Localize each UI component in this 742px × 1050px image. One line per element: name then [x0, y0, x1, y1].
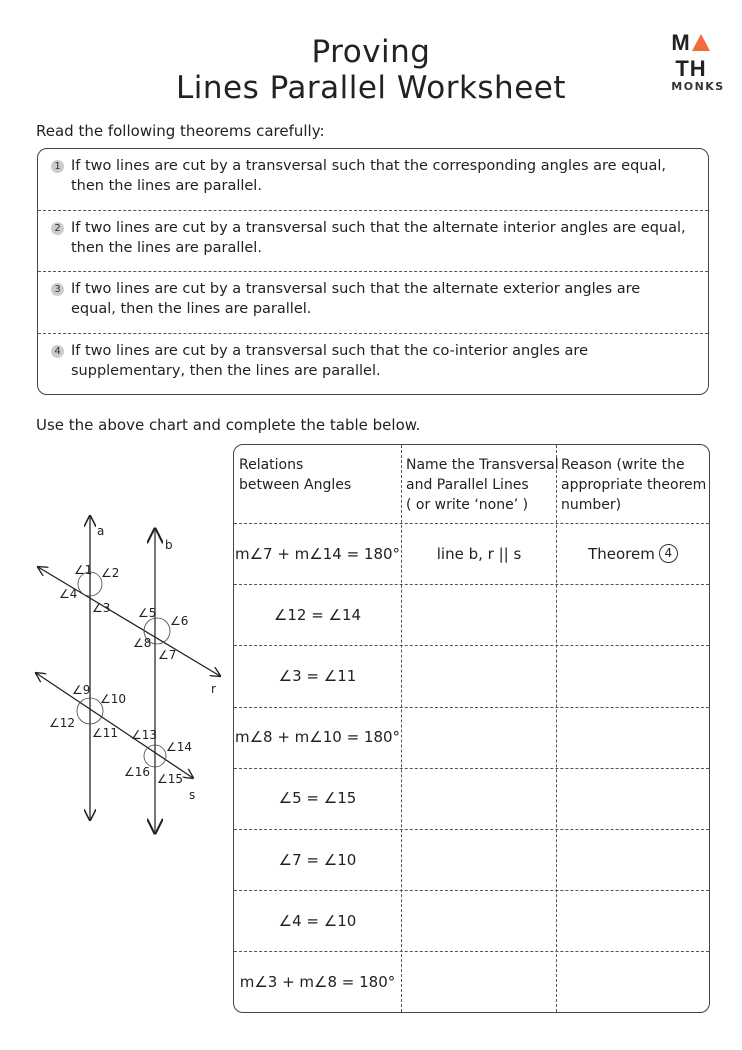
theorem-text: If two lines are cut by a transversal such that the alternate exterior angles are equal, then the lines are parallel.: [71, 281, 641, 317]
theorem-3: [38, 271, 708, 333]
relation-cell-text: ∠3 = ∠11: [278, 666, 357, 685]
transversal-answer-cell-text: line b, r || s: [436, 544, 522, 563]
reason-answer-cell[interactable]: [557, 768, 709, 829]
label-line-a: a: [97, 524, 105, 538]
angle-label: ∠4: [59, 587, 78, 601]
angle-label: ∠6: [170, 614, 189, 628]
parallel-lines-diagram: [0, 500, 232, 840]
math-monks-logo: MTH MONKS: [671, 30, 725, 93]
angle-label: ∠2: [101, 566, 120, 580]
angle-label: ∠11: [92, 726, 119, 740]
theorem-number: 1: [51, 160, 64, 173]
answer-table: [233, 444, 710, 1013]
relation-cell-text: ∠7 = ∠10: [278, 850, 357, 869]
relation-cell-text: ∠5 = ∠15: [278, 789, 357, 808]
transversal-answer-cell[interactable]: [402, 645, 556, 706]
transversal-answer-cell[interactable]: [402, 523, 556, 584]
theorem-number: 3: [51, 283, 64, 296]
relation-cell-text: ∠12 = ∠14: [273, 605, 362, 624]
theorem-1: [38, 149, 708, 210]
relation-cell-text: m∠3 + m∠8 = 180°: [239, 972, 396, 991]
angle-label: ∠5: [138, 606, 157, 620]
label-line-r: r: [211, 682, 216, 696]
relation-cell: [234, 707, 401, 768]
reason-answer-cell-text: Theorem: [588, 544, 655, 563]
reason-answer-cell[interactable]: [557, 645, 709, 706]
relation-cell: [234, 890, 401, 951]
angle-label: ∠1: [74, 563, 93, 577]
circled-number: 4: [659, 544, 678, 563]
relation-cell-text: m∠7 + m∠14 = 180°: [234, 544, 401, 563]
header-transversal: Name the Transversal and Parallel Lines ( or write ‘none’ ): [406, 457, 559, 513]
reason-answer-cell[interactable]: [557, 890, 709, 951]
relation-cell: [234, 951, 401, 1012]
theorem-number: 2: [51, 222, 64, 235]
relation-cell: [234, 768, 401, 829]
angle-label: ∠7: [158, 648, 177, 662]
reason-answer-cell[interactable]: [557, 951, 709, 1012]
title-line2: Lines Parallel Worksheet: [175, 70, 566, 106]
theorem-text: If two lines are cut by a transversal such that the co-interior angles are supplementary, then the lines are parallel.: [71, 343, 588, 379]
angle-label: ∠13: [131, 728, 158, 742]
theorem-text: If two lines are cut by a transversal such that the alternate interior angles are equal, then the lines are parallel.: [71, 220, 686, 256]
relation-cell: [234, 523, 401, 584]
reason-answer-cell[interactable]: [557, 523, 709, 584]
angle-label: ∠16: [124, 765, 151, 779]
reason-answer-cell[interactable]: [557, 584, 709, 645]
reason-answer-cell[interactable]: [557, 829, 709, 890]
theorem-4: [38, 333, 708, 395]
relation-cell-text: ∠4 = ∠10: [278, 911, 357, 930]
angle-label: ∠12: [49, 716, 76, 730]
label-line-b: b: [165, 538, 173, 552]
title-line1: Proving: [311, 34, 431, 70]
triangle-icon: [692, 34, 710, 51]
header-reason: Reason (write the appropriate theorem number): [561, 457, 707, 513]
theorem-number: 4: [51, 345, 64, 358]
angle-label: ∠8: [133, 636, 152, 650]
transversal-answer-cell[interactable]: [402, 890, 556, 951]
relation-cell: [234, 645, 401, 706]
header-relations: Relations between Angles: [239, 457, 352, 493]
theorem-box: [37, 148, 709, 395]
angle-label: ∠10: [100, 692, 127, 706]
theorem-text: If two lines are cut by a transversal such that the corresponding angles are equal, then the lines are parallel.: [71, 158, 667, 194]
angle-label: ∠9: [72, 683, 91, 697]
transversal-r: [38, 567, 220, 676]
transversal-answer-cell[interactable]: [402, 829, 556, 890]
relation-cell: [234, 829, 401, 890]
transversal-answer-cell[interactable]: [402, 951, 556, 1012]
transversal-answer-cell[interactable]: [402, 584, 556, 645]
instruction-table: Use the above chart and complete the table below.: [36, 416, 421, 434]
angle-label: ∠15: [157, 772, 184, 786]
relation-cell: [234, 584, 401, 645]
instruction-theorems: Read the following theorems carefully:: [36, 122, 325, 140]
theorem-2: [38, 210, 708, 271]
relation-cell-text: m∠8 + m∠10 = 180°: [234, 728, 401, 747]
reason-answer-cell[interactable]: [557, 707, 709, 768]
angle-label: ∠14: [166, 740, 193, 754]
label-line-s: s: [189, 788, 196, 802]
transversal-answer-cell[interactable]: [402, 707, 556, 768]
angle-label: ∠3: [92, 601, 111, 615]
transversal-answer-cell[interactable]: [402, 768, 556, 829]
